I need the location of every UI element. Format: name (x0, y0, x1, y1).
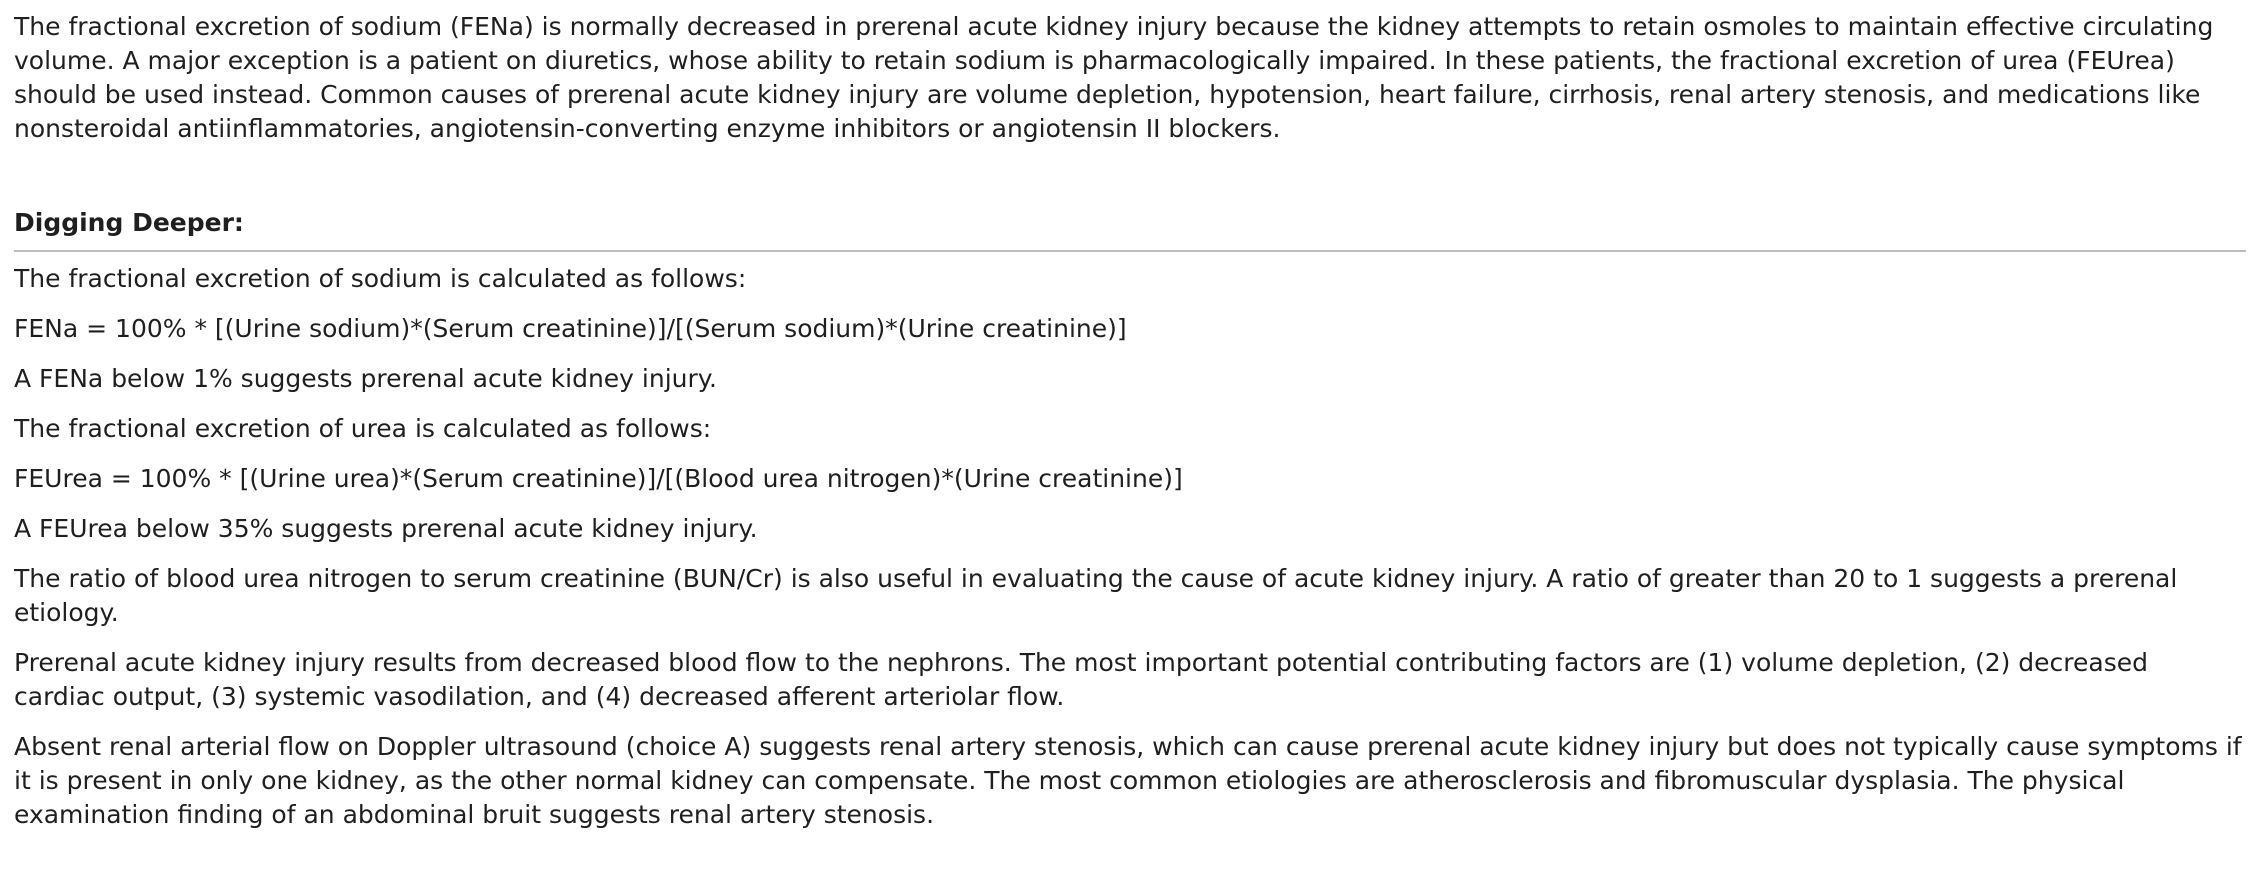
body-paragraph-bun-cr-ratio: The ratio of blood urea nitrogen to serum creatinine (BUN/Cr) is also useful in evaluating the cause of acute kidney injury. A ratio of greater than 20 to 1 suggests a prerenal etiology. (14, 564, 2178, 627)
body-paragraph-feurea-formula: FEUrea = 100% * [(Urine urea)*(Serum creatinine)]/[(Blood urea nitrogen)*(Urine creatinine)] (14, 464, 1183, 493)
body-paragraph-feurea-intro: The fractional excretion of urea is calculated as follows: (14, 414, 712, 443)
body-paragraph-fena-intro: The fractional excretion of sodium is calculated as follows: (14, 264, 747, 293)
body-paragraph-feurea-threshold: A FEUrea below 35% suggests prerenal acute kidney injury. (14, 514, 758, 543)
body-paragraph-fena-threshold: A FENa below 1% suggests prerenal acute kidney injury. (14, 364, 717, 393)
body-paragraph-choice-a: Absent renal arterial flow on Doppler ultrasound (choice A) suggests renal artery stenosis, which can cause prerenal acute kidney injury but does not typically cause symptoms if it is present in only one kidney, as the other normal kidney can compensate. The most common etiologies are atherosclerosis and fibromuscular dysplasia. The physical examination finding of an abdominal bruit suggests renal artery stenosis. (14, 732, 2242, 829)
section-divider (14, 250, 2246, 252)
intro-paragraph: The fractional excretion of sodium (FENa) is normally decreased in prerenal acute kidney injury because the kidney attempts to retain osmoles to maintain effective circulating volume. A major exception is a patient on diuretics, whose ability to retain sodium is pharmacologically impaired. In these patients, the fractional excretion of urea (FEUrea) should be used instead. Common causes of prerenal acute kidney injury are volume depletion, hypotension, heart failure, cirrhosis, renal artery stenosis, and medications like nonsteroidal antiinflammatories, angiotensin-converting enzyme inhibitors or angiotensin II blockers. (14, 12, 2214, 143)
section-heading: Digging Deeper: (14, 208, 244, 237)
body-paragraph-prerenal-factors: Prerenal acute kidney injury results from decreased blood flow to the nephrons. The most important potential contributing factors are (1) volume depletion, (2) decreased cardiac output, (3) systemic vasodilation, and (4) decreased afferent arteriolar flow. (14, 648, 2148, 711)
explanation-content (14, 10, 2246, 832)
body-paragraph-fena-formula: FENa = 100% * [(Urine sodium)*(Serum creatinine)]/[(Serum sodium)*(Urine creatinine)] (14, 314, 1127, 343)
